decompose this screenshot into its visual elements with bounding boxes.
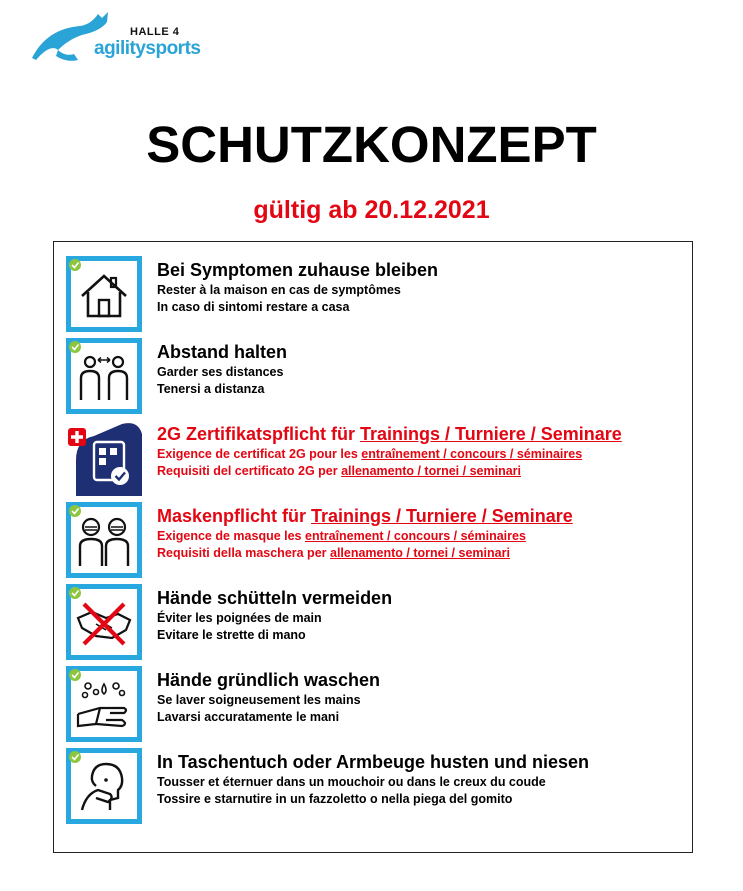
no-handshake-icon [66,584,142,660]
rule-text-it [157,463,622,480]
rule-text-it-prefix: Requisiti della maschera per [157,546,330,560]
rule-row [66,420,686,496]
rule-text-fr: Tousser et éternuer dans un mouchoir ou dans le creux du coude [157,775,546,789]
rule-title-link: Trainings / Turniere / Seminare [360,424,622,444]
rule-title-prefix: Maskenpflicht für [157,506,312,526]
rule-text-fr: Rester à la maison en cas de symptômes [157,283,401,297]
rule-row [66,338,686,414]
rule-text-fr-prefix: Exigence de certificat 2G pour les [157,447,362,461]
rule-row [66,748,686,824]
rule-row [66,666,686,742]
mask-icon [66,502,142,578]
rule-text-fr-link: entraînement / concours / séminaires [361,447,583,461]
rule-text-it: Lavarsi accuratamente le mani [157,710,340,724]
rule-text-it [157,545,573,562]
rule-text-it-link: allenamento / tornei / seminari [330,546,510,560]
rule-text-fr-prefix: Exigence de masque les [157,529,305,543]
certificate-icon [66,420,142,496]
rule-title: Bei Symptomen zuhause bleiben [157,260,439,280]
rule-text-fr: Garder ses distances [157,365,284,379]
rule-title: Hände gründlich waschen [157,670,381,690]
logo-hall-label: HALLE 4 [130,26,180,38]
rule-row [66,502,686,578]
rule-text-it: Tossire e starnutire in un fazzoletto o nella piega del gomito [157,792,513,806]
rule-text-fr [157,528,573,545]
rule-row [66,584,686,660]
rule-title: Abstand halten [157,342,288,362]
rule-title [157,423,622,446]
rule-text-it: In caso di sintomi restare a casa [157,300,350,314]
rule-title: Hände schütteln vermeiden [157,588,393,608]
rule-title [157,505,573,528]
house-icon [66,256,142,332]
rule-title-prefix: 2G Zertifikatspflicht für [157,424,361,444]
rule-row [66,256,686,332]
distance-icon [66,338,142,414]
rule-text-it-link: allenamento / tornei / seminari [341,464,521,478]
valid-from-date: gültig ab 20.12.2021 [253,196,490,224]
logo-brand-name: agilitysports [94,38,201,59]
rule-text-fr [157,446,622,463]
sneeze-icon [66,748,142,824]
rule-text-fr: Éviter les poignées de main [157,611,322,625]
hand-wash-icon [66,666,142,742]
rule-title: In Taschentuch oder Armbeuge husten und niesen [157,752,590,772]
rules-box [53,241,693,853]
agilitysports-logo [28,8,201,64]
rule-text-fr: Se laver soigneusement les mains [157,693,361,707]
rule-title-link: Trainings / Turniere / Seminare [311,506,573,526]
rule-text-it-prefix: Requisiti del certificato 2G per [157,464,342,478]
page-title: SCHUTZKONZEPT [146,116,597,173]
rule-text-fr-link: entraînement / concours / séminaires [305,529,526,543]
rule-text-it: Evitare le strette di mano [157,628,306,642]
rule-text-it: Tenersi a distanza [157,382,265,396]
